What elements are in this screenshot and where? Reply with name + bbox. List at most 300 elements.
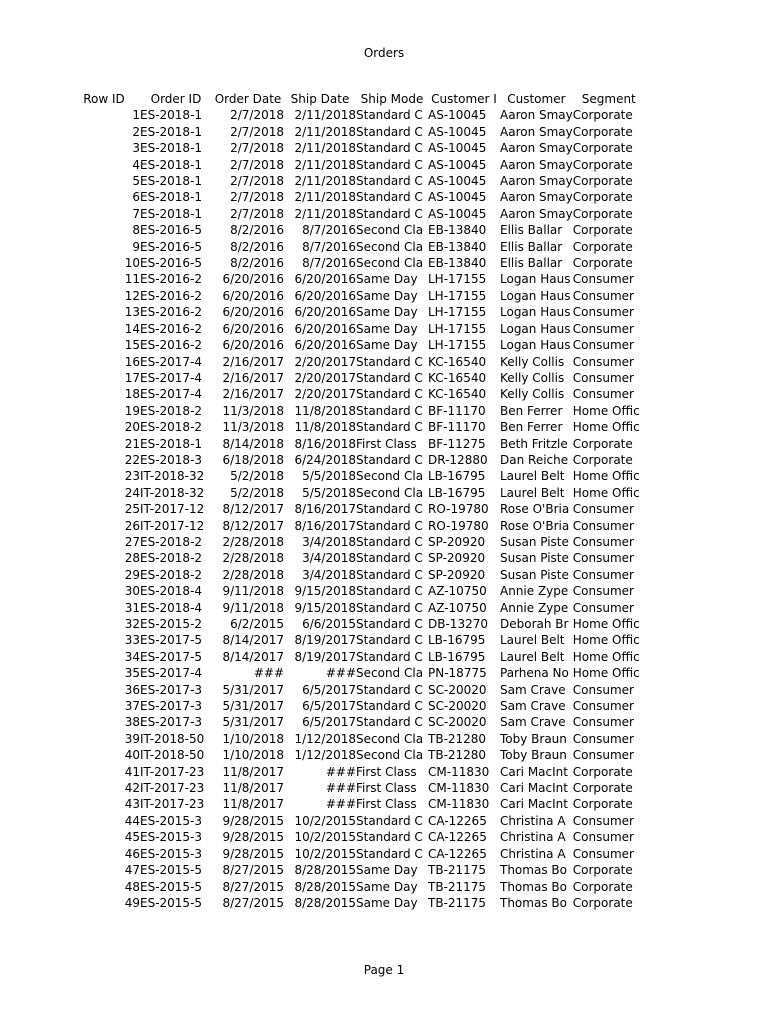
order-id-cell: ES-2018-4 xyxy=(140,584,203,599)
ship-date-cell: 8/7/2016 xyxy=(302,256,356,271)
order-date-cell: 6/20/2016 xyxy=(222,338,284,353)
ship-date-cell: 8/7/2016 xyxy=(302,223,356,238)
order-date-cell: 5/31/2017 xyxy=(222,682,284,697)
segment-cell: Consumer xyxy=(572,567,634,582)
ship-mode-cell: Standard C xyxy=(356,813,423,828)
customer-cell: Kelly Collis xyxy=(500,387,565,402)
customer-cell: Laurel Belt xyxy=(500,469,565,484)
table-row xyxy=(68,534,645,550)
order-date-cell: 9/28/2015 xyxy=(222,846,284,861)
table-row xyxy=(68,255,645,271)
order-id-cell: ES-2015-5 xyxy=(140,879,203,894)
customer-cell: Laurel Belt xyxy=(500,649,565,664)
segment-cell: Consumer xyxy=(572,682,634,697)
customer-cell: Laurel Belt xyxy=(500,485,565,500)
order-id-cell: ES-2015-2 xyxy=(140,617,203,631)
order-id-cell: ES-2018-1 xyxy=(140,206,203,221)
order-id-cell: ES-2015-3 xyxy=(140,830,203,845)
customer-id-cell: CA-12265 xyxy=(428,813,487,828)
ship-date-cell: ### xyxy=(325,666,356,681)
row-id-cell: 28 xyxy=(124,551,140,566)
order-id-cell: IT-2017-12 xyxy=(140,518,205,533)
segment-cell: Corporate xyxy=(572,141,633,156)
customer-id-cell: LB-16795 xyxy=(428,469,486,484)
customer-cell: Aaron Smay xyxy=(500,174,573,189)
ship-mode-cell: Same Day xyxy=(356,879,418,894)
order-date-cell: 11/3/2018 xyxy=(222,403,284,418)
order-date-cell: 2/28/2018 xyxy=(222,534,284,549)
customer-id-cell: BF-11170 xyxy=(428,403,486,418)
row-id-cell: 15 xyxy=(124,338,140,353)
order-date-cell: 5/31/2017 xyxy=(222,699,284,714)
order-date-cell: 6/2/2015 xyxy=(230,617,284,631)
customer-cell: Aaron Smay xyxy=(500,141,573,156)
customer-id-cell: TB-21175 xyxy=(428,863,487,878)
customer-cell: Logan Haus xyxy=(500,321,571,336)
customer-cell: Christina A xyxy=(500,830,566,845)
segment-cell: Consumer xyxy=(572,338,634,353)
customer-cell: Laurel Belt xyxy=(500,633,565,648)
table-row xyxy=(68,239,645,255)
order-id-cell: IT-2017-23 xyxy=(140,764,205,779)
row-id-cell: 7 xyxy=(132,206,140,221)
table-row xyxy=(68,403,645,419)
customer-cell: Sam Crave xyxy=(500,682,566,697)
order-id-cell: ES-2018-1 xyxy=(140,190,203,205)
row-id-cell: 8 xyxy=(132,223,140,238)
ship-mode-cell: Same Day xyxy=(356,863,418,878)
customer-id-cell: AS-10045 xyxy=(428,206,487,221)
ship-date-cell: 8/19/2017 xyxy=(294,633,356,648)
customer-cell: Logan Haus xyxy=(500,288,571,303)
ship-date-cell: 6/20/2016 xyxy=(294,305,356,320)
table-row xyxy=(68,616,645,632)
ship-mode-cell: First Class xyxy=(356,797,417,812)
row-id-cell: 49 xyxy=(124,895,140,910)
ship-date-cell: 11/8/2018 xyxy=(294,403,356,418)
segment-cell: Consumer xyxy=(572,813,634,828)
customer-cell: Kelly Collis xyxy=(500,370,565,385)
row-id-cell: 27 xyxy=(124,534,140,549)
ship-date-cell: ### xyxy=(325,781,356,796)
order-id-cell: ES-2017-5 xyxy=(140,633,203,648)
ship-mode-cell: Standard C xyxy=(356,502,423,517)
row-id-cell: 19 xyxy=(124,403,140,418)
order-id-cell: ES-2018-1 xyxy=(140,174,203,189)
ship-mode-cell: Second Cla xyxy=(356,239,424,254)
ship-mode-cell: Same Day xyxy=(356,338,418,353)
table-row xyxy=(68,419,645,435)
customer-id-cell: AZ-10750 xyxy=(428,584,487,599)
customer-cell: Logan Haus xyxy=(500,272,571,287)
table-row xyxy=(68,271,645,287)
ship-date-cell: 8/28/2015 xyxy=(294,895,356,910)
row-id-cell: 43 xyxy=(124,797,140,812)
customer-cell: Kelly Collis xyxy=(500,354,565,369)
order-id-cell: IT-2017-12 xyxy=(140,502,205,517)
customer-id-cell: RO-19780 xyxy=(428,502,489,517)
row-id-cell: 12 xyxy=(124,288,140,303)
table-row xyxy=(68,485,645,501)
ship-mode-cell: First Class xyxy=(356,436,417,451)
customer-cell: Annie Zype xyxy=(500,600,569,615)
ship-mode-cell: Standard C xyxy=(356,518,423,533)
table-row xyxy=(68,140,645,156)
table-row xyxy=(68,222,645,238)
customer-cell: Christina A xyxy=(500,813,566,828)
customer-cell: Ellis Ballar xyxy=(500,223,563,238)
order-date-cell: 6/20/2016 xyxy=(222,321,284,336)
row-id-cell: 1 xyxy=(132,108,140,123)
order-date-cell: 9/28/2015 xyxy=(222,830,284,845)
ship-mode-cell: First Class xyxy=(356,781,417,796)
row-id-cell: 24 xyxy=(124,485,140,500)
ship-mode-cell: Standard C xyxy=(356,206,423,221)
customer-cell: Aaron Smay xyxy=(500,190,573,205)
table-row xyxy=(68,304,645,320)
order-id-cell: ES-2016-2 xyxy=(140,288,203,303)
ship-date-cell: 8/16/2017 xyxy=(294,502,356,517)
order-id-cell: ES-2018-2 xyxy=(140,420,203,435)
row-id-cell: 46 xyxy=(124,846,140,861)
ship-date-cell: 9/15/2018 xyxy=(294,584,356,599)
order-date-cell: 9/11/2018 xyxy=(222,584,284,599)
order-id-cell: ES-2016-2 xyxy=(140,338,203,353)
segment-cell: Corporate xyxy=(572,157,633,172)
row-id-cell: 40 xyxy=(124,748,140,763)
customer-id-cell: KC-16540 xyxy=(428,387,487,402)
order-date-cell: 9/11/2018 xyxy=(222,600,284,615)
customer-cell: Cari MacInt xyxy=(500,797,568,812)
ship-mode-cell: Same Day xyxy=(356,321,418,336)
table-row xyxy=(68,600,645,616)
table-row xyxy=(68,895,645,911)
segment-cell: Consumer xyxy=(572,699,634,714)
page-title: Orders xyxy=(363,46,405,60)
customer-id-cell: PN-18775 xyxy=(428,666,487,681)
row-id-cell: 13 xyxy=(124,305,140,320)
customer-id-cell: SP-20920 xyxy=(428,551,486,566)
table-row xyxy=(68,189,645,205)
ship-mode-cell: Standard C xyxy=(356,108,423,123)
ship-date-cell: 6/20/2016 xyxy=(294,272,356,287)
customer-cell: Christina A xyxy=(500,846,566,861)
customer-cell: Susan Piste xyxy=(500,567,569,582)
table-row xyxy=(68,747,645,763)
row-id-cell: 14 xyxy=(124,321,140,336)
order-date-cell: 11/8/2017 xyxy=(222,781,284,796)
segment-cell: Consumer xyxy=(572,387,634,402)
table-row xyxy=(68,436,645,452)
row-id-cell: 47 xyxy=(124,863,140,878)
customer-cell: Dan Reiche xyxy=(500,452,569,467)
customer-id-cell: CM-11830 xyxy=(428,781,490,796)
table-row xyxy=(68,107,645,123)
customer-id-cell: SP-20920 xyxy=(428,567,486,582)
customer-cell: Logan Haus xyxy=(500,305,571,320)
ship-date-cell: 3/4/2018 xyxy=(302,567,356,582)
segment-cell: Consumer xyxy=(572,272,634,287)
ship-mode-cell: Standard C xyxy=(356,141,423,156)
segment-cell: Corporate xyxy=(572,879,633,894)
ship-date-cell: 5/5/2018 xyxy=(302,485,356,500)
segment-cell: Consumer xyxy=(572,731,634,746)
ship-mode-cell: Second Cla xyxy=(356,223,424,238)
ship-mode-cell: Standard C xyxy=(356,387,423,402)
order-id-cell: ES-2016-2 xyxy=(140,305,203,320)
order-id-cell: ES-2015-3 xyxy=(140,813,203,828)
ship-mode-cell: Second Cla xyxy=(356,485,424,500)
order-id-cell: ES-2018-2 xyxy=(140,534,203,549)
order-id-cell: IT-2017-23 xyxy=(140,797,205,812)
order-date-cell: 2/7/2018 xyxy=(230,190,284,205)
order-id-cell: ES-2016-5 xyxy=(140,256,203,271)
customer-cell: Toby Braun xyxy=(500,731,567,746)
table-row xyxy=(68,468,645,484)
segment-cell: Corporate xyxy=(572,174,633,189)
ship-mode-cell: Standard C xyxy=(356,420,423,435)
ship-mode-cell: Same Day xyxy=(356,288,418,303)
table-row xyxy=(68,780,645,796)
segment-cell: Consumer xyxy=(572,551,634,566)
row-id-cell: 23 xyxy=(124,469,140,484)
table-row xyxy=(68,157,645,173)
row-id-cell: 17 xyxy=(124,370,140,385)
customer-id-cell: LH-17155 xyxy=(428,288,487,303)
ship-mode-cell: Same Day xyxy=(356,272,418,287)
segment-cell: Consumer xyxy=(572,305,634,320)
table-row xyxy=(68,124,645,140)
customer-id-cell: EB-13840 xyxy=(428,223,487,238)
segment-cell: Consumer xyxy=(572,534,634,549)
column-header-ship-mode: Ship Mode xyxy=(360,92,424,106)
row-id-cell: 5 xyxy=(132,174,140,189)
customer-cell: Thomas Bo xyxy=(500,895,567,910)
ship-date-cell: 2/11/2018 xyxy=(294,108,356,123)
ship-mode-cell: Second Cla xyxy=(356,731,424,746)
column-header-order-date: Order Date xyxy=(214,92,282,106)
segment-cell: Consumer xyxy=(572,715,634,730)
ship-date-cell: 1/12/2018 xyxy=(294,748,356,763)
customer-cell: Ben Ferrer xyxy=(500,420,563,435)
ship-mode-cell: Standard C xyxy=(356,190,423,205)
order-date-cell: 6/20/2016 xyxy=(222,272,284,287)
ship-mode-cell: Standard C xyxy=(356,830,423,845)
ship-mode-cell: Standard C xyxy=(356,452,423,467)
ship-mode-cell: Same Day xyxy=(356,895,418,910)
customer-cell: Thomas Bo xyxy=(500,879,567,894)
order-date-cell: 8/14/2017 xyxy=(222,649,284,664)
segment-cell: Consumer xyxy=(572,502,634,517)
segment-cell: Home Offic xyxy=(572,403,640,418)
table-row xyxy=(68,550,645,566)
order-date-cell: 2/7/2018 xyxy=(230,124,284,139)
segment-cell: Corporate xyxy=(572,108,633,123)
row-id-cell: 20 xyxy=(124,420,140,435)
ship-date-cell: 2/11/2018 xyxy=(294,174,356,189)
customer-id-cell: AS-10045 xyxy=(428,141,487,156)
row-id-cell: 39 xyxy=(124,731,140,746)
table-row xyxy=(68,862,645,878)
ship-date-cell: 6/5/2017 xyxy=(302,699,356,714)
table-body xyxy=(68,107,645,911)
order-id-cell: ES-2018-1 xyxy=(140,124,203,139)
column-header-segment: Segment xyxy=(581,92,636,106)
segment-cell: Corporate xyxy=(572,797,633,812)
customer-cell: Ben Ferrer xyxy=(500,403,563,418)
order-id-cell: ES-2016-5 xyxy=(140,223,203,238)
row-id-cell: 2 xyxy=(132,124,140,139)
segment-cell: Consumer xyxy=(572,370,634,385)
customer-id-cell: LH-17155 xyxy=(428,305,487,320)
order-date-cell: 6/20/2016 xyxy=(222,305,284,320)
customer-cell: Ellis Ballar xyxy=(500,239,563,254)
customer-id-cell: CA-12265 xyxy=(428,830,487,845)
ship-mode-cell: Standard C xyxy=(356,846,423,861)
column-header-customer: Customer xyxy=(507,92,566,106)
ship-mode-cell: Standard C xyxy=(356,584,423,599)
page-number: Page 1 xyxy=(363,963,405,977)
row-id-cell: 11 xyxy=(124,272,140,287)
order-date-cell: 1/10/2018 xyxy=(222,731,284,746)
row-id-cell: 29 xyxy=(124,567,140,582)
table-row xyxy=(68,714,645,730)
customer-id-cell: LB-16795 xyxy=(428,633,486,648)
column-header-order-id: Order ID xyxy=(150,92,202,106)
segment-cell: Home Offic xyxy=(572,485,640,500)
segment-cell: Corporate xyxy=(572,223,633,238)
segment-cell: Corporate xyxy=(572,256,633,271)
order-date-cell: 5/31/2017 xyxy=(222,715,284,730)
table-row xyxy=(68,206,645,222)
order-id-cell: ES-2017-4 xyxy=(140,387,203,402)
customer-cell: Aaron Smay xyxy=(500,108,573,123)
row-id-cell: 26 xyxy=(124,518,140,533)
segment-cell: Consumer xyxy=(572,354,634,369)
row-id-cell: 44 xyxy=(124,813,140,828)
ship-mode-cell: Standard C xyxy=(356,715,423,730)
table-row xyxy=(68,632,645,648)
order-date-cell: ### xyxy=(253,666,284,681)
customer-id-cell: CM-11830 xyxy=(428,797,490,812)
column-header-customer-id: Customer I xyxy=(431,92,497,106)
row-id-cell: 3 xyxy=(132,141,140,156)
segment-cell: Home Offic xyxy=(572,666,640,681)
row-id-cell: 42 xyxy=(124,781,140,796)
order-id-cell: ES-2018-1 xyxy=(140,436,203,451)
order-date-cell: 8/27/2015 xyxy=(222,895,284,910)
table-row xyxy=(68,288,645,304)
ship-date-cell: 8/16/2018 xyxy=(294,436,356,451)
ship-date-cell: 2/20/2017 xyxy=(294,370,356,385)
ship-mode-cell: Standard C xyxy=(356,682,423,697)
ship-date-cell: 2/11/2018 xyxy=(294,124,356,139)
row-id-cell: 35 xyxy=(124,666,140,681)
order-date-cell: 8/27/2015 xyxy=(222,879,284,894)
ship-mode-cell: Standard C xyxy=(356,551,423,566)
segment-cell: Home Offic xyxy=(572,420,640,435)
order-id-cell: ES-2018-2 xyxy=(140,551,203,566)
ship-date-cell: 8/7/2016 xyxy=(302,239,356,254)
ship-date-cell: 8/28/2015 xyxy=(294,863,356,878)
order-date-cell: 2/16/2017 xyxy=(222,354,284,369)
row-id-cell: 41 xyxy=(124,764,140,779)
orders-table xyxy=(68,91,645,911)
segment-cell: Home Offic xyxy=(572,469,640,484)
segment-cell: Consumer xyxy=(572,846,634,861)
ship-mode-cell: Standard C xyxy=(356,370,423,385)
ship-mode-cell: Standard C xyxy=(356,157,423,172)
segment-cell: Corporate xyxy=(572,781,633,796)
table-row xyxy=(68,813,645,829)
ship-date-cell: 6/24/2018 xyxy=(294,452,356,467)
order-date-cell: 2/16/2017 xyxy=(222,387,284,402)
table-row xyxy=(68,665,645,681)
ship-mode-cell: First Class xyxy=(356,764,417,779)
customer-id-cell: CM-11830 xyxy=(428,764,490,779)
table-header xyxy=(68,91,645,107)
customer-id-cell: LH-17155 xyxy=(428,338,487,353)
segment-cell: Consumer xyxy=(572,830,634,845)
ship-date-cell: 9/15/2018 xyxy=(294,600,356,615)
ship-date-cell: 2/11/2018 xyxy=(294,206,356,221)
order-date-cell: 5/2/2018 xyxy=(230,469,284,484)
order-date-cell: 2/28/2018 xyxy=(222,551,284,566)
order-date-cell: 2/7/2018 xyxy=(230,206,284,221)
customer-cell: Susan Piste xyxy=(500,551,569,566)
order-date-cell: 6/20/2016 xyxy=(222,288,284,303)
customer-id-cell: DB-13270 xyxy=(428,617,488,631)
customer-cell: Deborah Br xyxy=(500,617,569,631)
ship-date-cell: 6/5/2017 xyxy=(302,715,356,730)
segment-cell: Consumer xyxy=(572,748,634,763)
customer-cell: Aaron Smay xyxy=(500,157,573,172)
order-date-cell: 2/7/2018 xyxy=(230,174,284,189)
table-row xyxy=(68,698,645,714)
customer-id-cell: TB-21280 xyxy=(428,748,487,763)
order-date-cell: 9/28/2015 xyxy=(222,813,284,828)
row-id-cell: 45 xyxy=(124,830,140,845)
table-row xyxy=(68,321,645,337)
ship-date-cell: 6/20/2016 xyxy=(294,338,356,353)
ship-date-cell: 3/4/2018 xyxy=(302,534,356,549)
customer-id-cell: CA-12265 xyxy=(428,846,487,861)
order-date-cell: 11/3/2018 xyxy=(222,420,284,435)
customer-id-cell: SC-20020 xyxy=(428,682,487,697)
customer-cell: Cari MacInt xyxy=(500,764,568,779)
ship-mode-cell: Standard C xyxy=(356,617,423,631)
row-id-cell: 21 xyxy=(124,436,140,451)
customer-cell: Sam Crave xyxy=(500,699,566,714)
ship-date-cell: 8/19/2017 xyxy=(294,649,356,664)
order-date-cell: 6/18/2018 xyxy=(222,452,284,467)
ship-mode-cell: Standard C xyxy=(356,403,423,418)
customer-cell: Parhena No xyxy=(500,666,569,681)
order-id-cell: ES-2018-1 xyxy=(140,141,203,156)
customer-id-cell: AS-10045 xyxy=(428,174,487,189)
table-row xyxy=(68,452,645,468)
row-id-cell: 25 xyxy=(124,502,140,517)
customer-id-cell: LB-16795 xyxy=(428,649,486,664)
order-date-cell: 8/12/2017 xyxy=(222,518,284,533)
table-row xyxy=(68,386,645,402)
ship-mode-cell: Standard C xyxy=(356,174,423,189)
ship-mode-cell: Standard C xyxy=(356,534,423,549)
segment-cell: Consumer xyxy=(572,288,634,303)
header-row xyxy=(68,91,645,107)
ship-date-cell: 1/12/2018 xyxy=(294,731,356,746)
row-id-cell: 37 xyxy=(124,699,140,714)
